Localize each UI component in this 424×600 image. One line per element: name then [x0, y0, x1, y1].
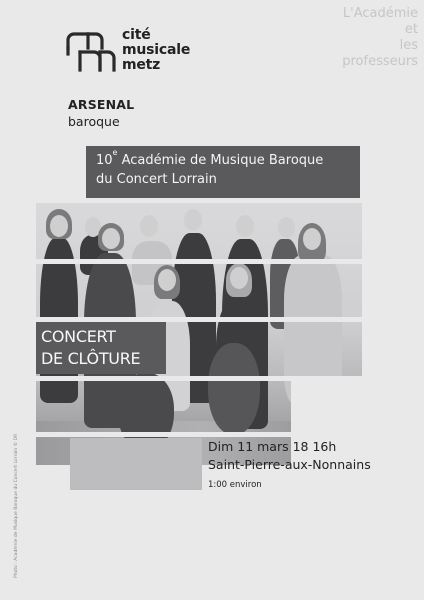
photo-credit: Photo : Académie de Musique Baroque du Concert Lorrain © DR [14, 433, 19, 578]
event-duration: 1:00 environ [208, 480, 262, 490]
logo-wordmark [122, 28, 232, 73]
venue [68, 96, 134, 130]
event-title-rest: Académie de Musique Baroque [117, 153, 324, 168]
event-title-line-2: du Concert Lorrain [96, 172, 217, 187]
concert-line-2: DE CLÔTURE [41, 349, 141, 368]
person-head [102, 228, 120, 249]
concert-banner [36, 322, 166, 374]
venue-name: ARSENAL [68, 97, 135, 112]
cmm-logo-icon [66, 30, 116, 72]
photo-lower-block [70, 438, 202, 490]
background-text: L'Académie et les professeurs [342, 6, 418, 69]
logo-line-cite: cité [122, 27, 151, 43]
event-date-time: Dim 11 mars 18 16h [208, 439, 337, 454]
concert-line-1: CONCERT [41, 327, 116, 346]
event-place: Saint-Pierre-aux-Nonnains [208, 457, 371, 472]
person-head [303, 228, 321, 250]
person-head [50, 215, 68, 237]
event-number: 10 [96, 153, 113, 168]
person-head [278, 217, 295, 238]
person-head [184, 209, 202, 231]
photo-divider [36, 259, 362, 264]
person-head [140, 215, 158, 237]
event-ordinal: e [112, 148, 118, 157]
venue-series: baroque [68, 114, 120, 129]
cello [208, 343, 260, 435]
person-head [158, 269, 176, 291]
event-title-banner [86, 146, 360, 198]
person-head [236, 215, 254, 237]
logo-line-metz: metz [122, 57, 161, 73]
event-details [208, 438, 371, 490]
logo-line-musicale: musicale [122, 42, 191, 58]
event-title-line-1 [96, 148, 360, 170]
person-head [230, 267, 248, 289]
